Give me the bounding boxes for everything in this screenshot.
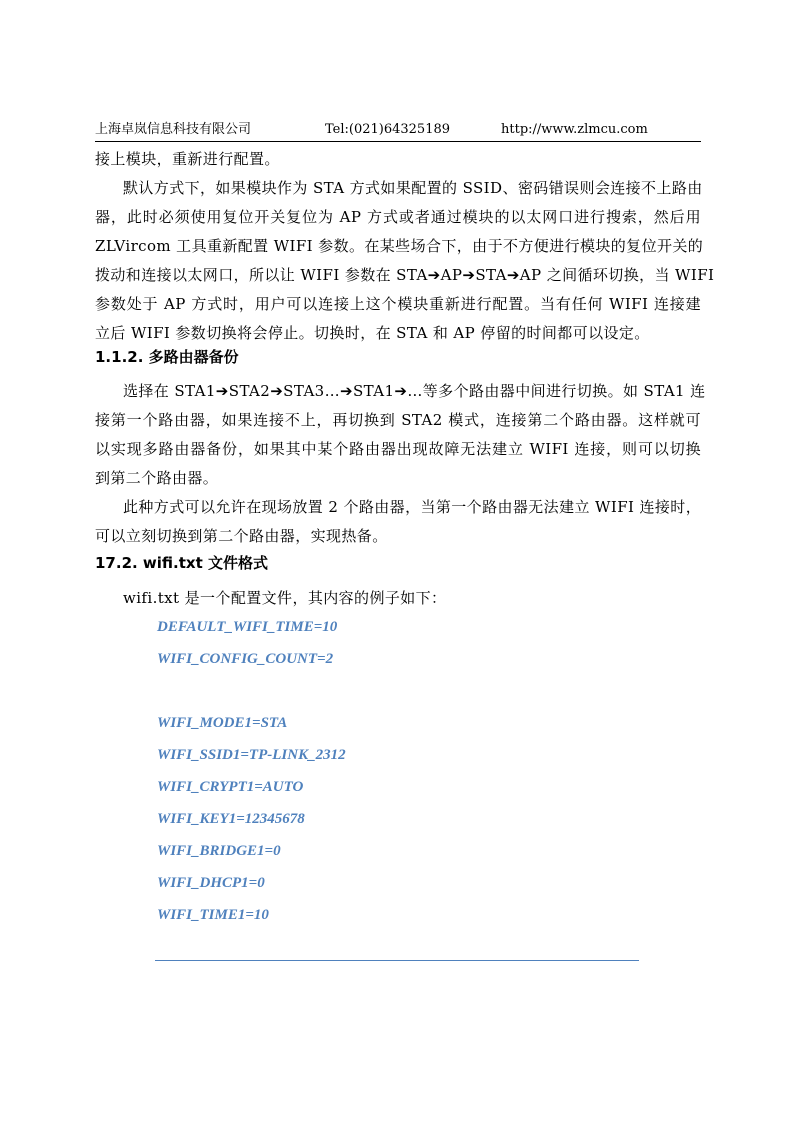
paragraph-line: 可以立刻切换到第二个路由器，实现热备。 [95, 527, 388, 545]
header-url[interactable]: http://www.zlmcu.com [501, 122, 648, 137]
intro-line: 拨动和连接以太网口，所以让 WIFI 参数在 STA➔AP➔STA➔AP 之间循环切换，当 WIFI [95, 266, 715, 284]
code-line: WIFI_MODE1=STA [157, 715, 288, 731]
paragraph-line: 以实现多路由器备份，如果其中某个路由器出现故障无法建立 WIFI 连接，则可以切换 [95, 440, 701, 458]
intro-line: 默认方式下，如果模块作为 STA 方式如果配置的 SSID、密码错误则会连接不上路由 [123, 179, 703, 197]
code-line: WIFI_DHCP1=0 [157, 875, 265, 891]
code-line: WIFI_CRYPT1=AUTO [157, 779, 304, 795]
paragraph-line: 接第一个路由器，如果连接不上，再切换到 STA2 模式，连接第二个路由器。这样就可 [95, 411, 701, 429]
header-company: 上海卓岚信息科技有限公司 [95, 122, 252, 137]
intro-line: 器，此时必须使用复位开关复位为 AP 方式或者通过模块的以太网口进行搜索，然后用 [95, 208, 701, 226]
code-line: WIFI_SSID1=TP-LINK_2312 [157, 747, 346, 763]
intro-line: 参数处于 AP 方式时，用户可以连接上这个模块重新进行配置。当有任何 WIFI 连接建 [95, 295, 701, 313]
code-line: WIFI_CONFIG_COUNT=2 [157, 651, 334, 667]
page-header [95, 119, 701, 142]
intro-line: 接上模块，重新进行配置。 [95, 150, 280, 168]
intro-line: ZLVircom 工具重新配置 WIFI 参数。在某些场合下，由于不方便进行模块的复位开关的 [95, 237, 704, 255]
code-line: WIFI_KEY1=12345678 [157, 811, 305, 827]
paragraph-line: 选择在 STA1➔STA2➔STA3…➔STA1➔…等多个路由器中间进行切换。如 STA1 连 [123, 382, 706, 400]
paragraph-line: wifi.txt 是一个配置文件，其内容的例子如下： [123, 589, 447, 607]
code-block-divider [155, 960, 639, 961]
paragraph-line: 到第二个路由器。 [95, 469, 219, 487]
code-line: DEFAULT_WIFI_TIME=10 [157, 619, 338, 635]
header-tel: Tel:(021)64325189 [325, 122, 451, 137]
code-line: WIFI_BRIDGE1=0 [157, 843, 281, 859]
intro-line: 立后 WIFI 参数切换将会停止。切换时，在 STA 和 AP 停留的时间都可以设定。 [95, 324, 650, 342]
paragraph-line: 此种方式可以允许在现场放置 2 个路由器，当第一个路由器无法建立 WIFI 连接时， [123, 498, 702, 516]
code-line: WIFI_TIME1=10 [157, 907, 269, 923]
section-heading-17-2: 17.2. wifi.txt 文件格式 [95, 554, 268, 572]
section-heading-1-1-2: 1.1.2. 多路由器备份 [95, 348, 239, 366]
